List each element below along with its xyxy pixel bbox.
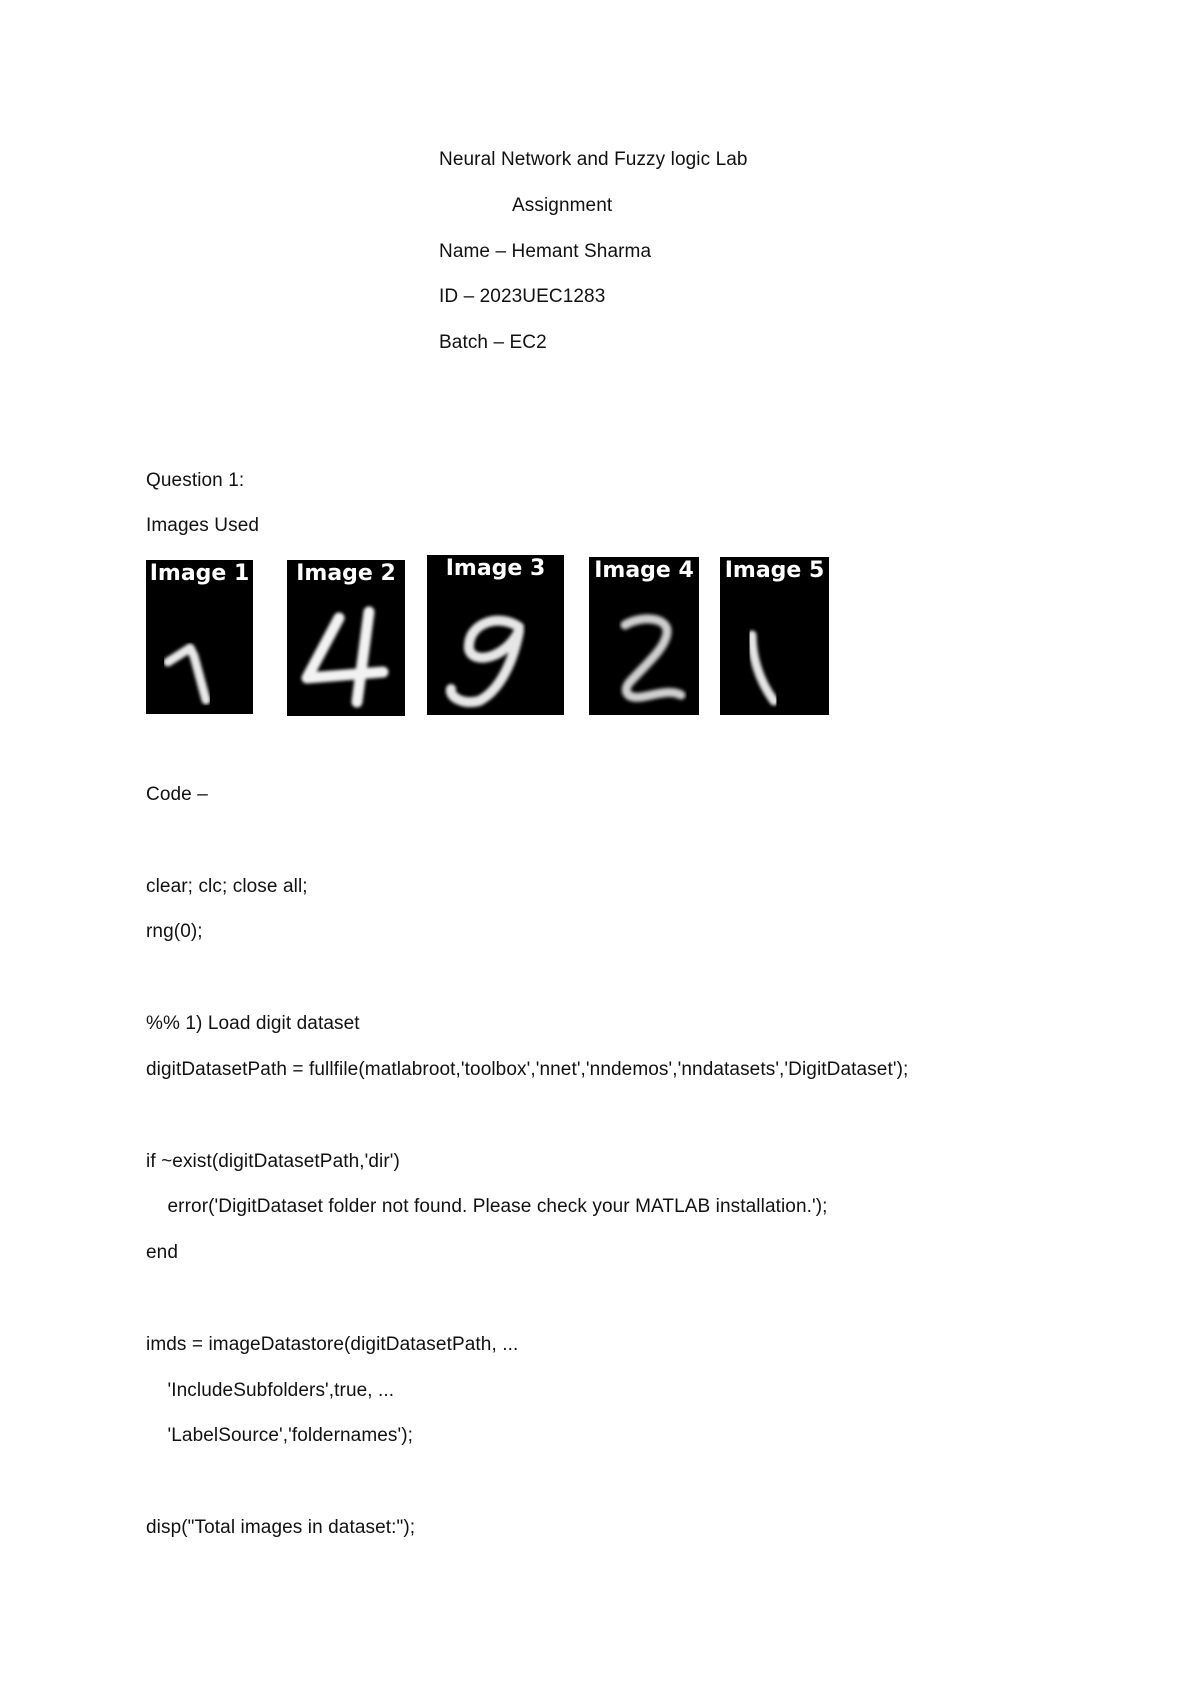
code-line: if ~exist(digitDatasetPath,'dir'): [146, 1151, 400, 1172]
student-name: Name – Hemant Sharma: [439, 241, 652, 262]
images-used-heading: Images Used: [146, 515, 260, 536]
code-line: 'LabelSource','foldernames');: [146, 1425, 414, 1446]
code-line: rng(0);: [146, 921, 203, 942]
code-line: end: [146, 1242, 179, 1263]
code-comment-line: %% 1) Load digit dataset: [146, 1013, 360, 1034]
digit-image-4: [589, 557, 699, 715]
digit-image-1: [146, 560, 253, 714]
digit-four-glyph: [287, 560, 405, 716]
code-line: clear; clc; close all;: [146, 876, 308, 897]
digit-image-2: [287, 560, 405, 716]
digit-image-title: Image 5: [724, 558, 825, 583]
digit-image-title: Image 4: [594, 558, 694, 583]
course-title: Neural Network and Fuzzy logic Lab: [439, 149, 748, 170]
digit-image-title: Image 1: [149, 561, 250, 586]
code-line: error('DigitDataset folder not found. Please check your MATLAB installation.');: [146, 1196, 828, 1217]
digit-image-title: Image 3: [445, 556, 546, 581]
digit-image-5: [720, 557, 829, 715]
digit-image-title: Image 2: [296, 561, 396, 586]
digit-one-glyph: [146, 560, 253, 714]
student-batch: Batch – EC2: [439, 332, 547, 353]
code-line: imds = imageDatastore(digitDatasetPath, ...: [146, 1334, 519, 1355]
question-heading: Question 1:: [146, 470, 245, 491]
assignment-label: Assignment: [512, 195, 613, 216]
digit-nine-glyph: [427, 555, 564, 715]
student-id: ID – 2023UEC1283: [439, 286, 606, 307]
digit-one-glyph: [720, 557, 829, 715]
digit-image-3: [427, 555, 564, 715]
digit-two-glyph: [589, 557, 699, 715]
code-heading: Code –: [146, 784, 208, 805]
code-line: 'IncludeSubfolders',true, ...: [146, 1380, 395, 1401]
code-line: disp("Total images in dataset:");: [146, 1517, 416, 1538]
code-line: digitDatasetPath = fullfile(matlabroot,'toolbox','nnet','nndemos','nndatasets','DigitDataset');: [146, 1059, 909, 1080]
